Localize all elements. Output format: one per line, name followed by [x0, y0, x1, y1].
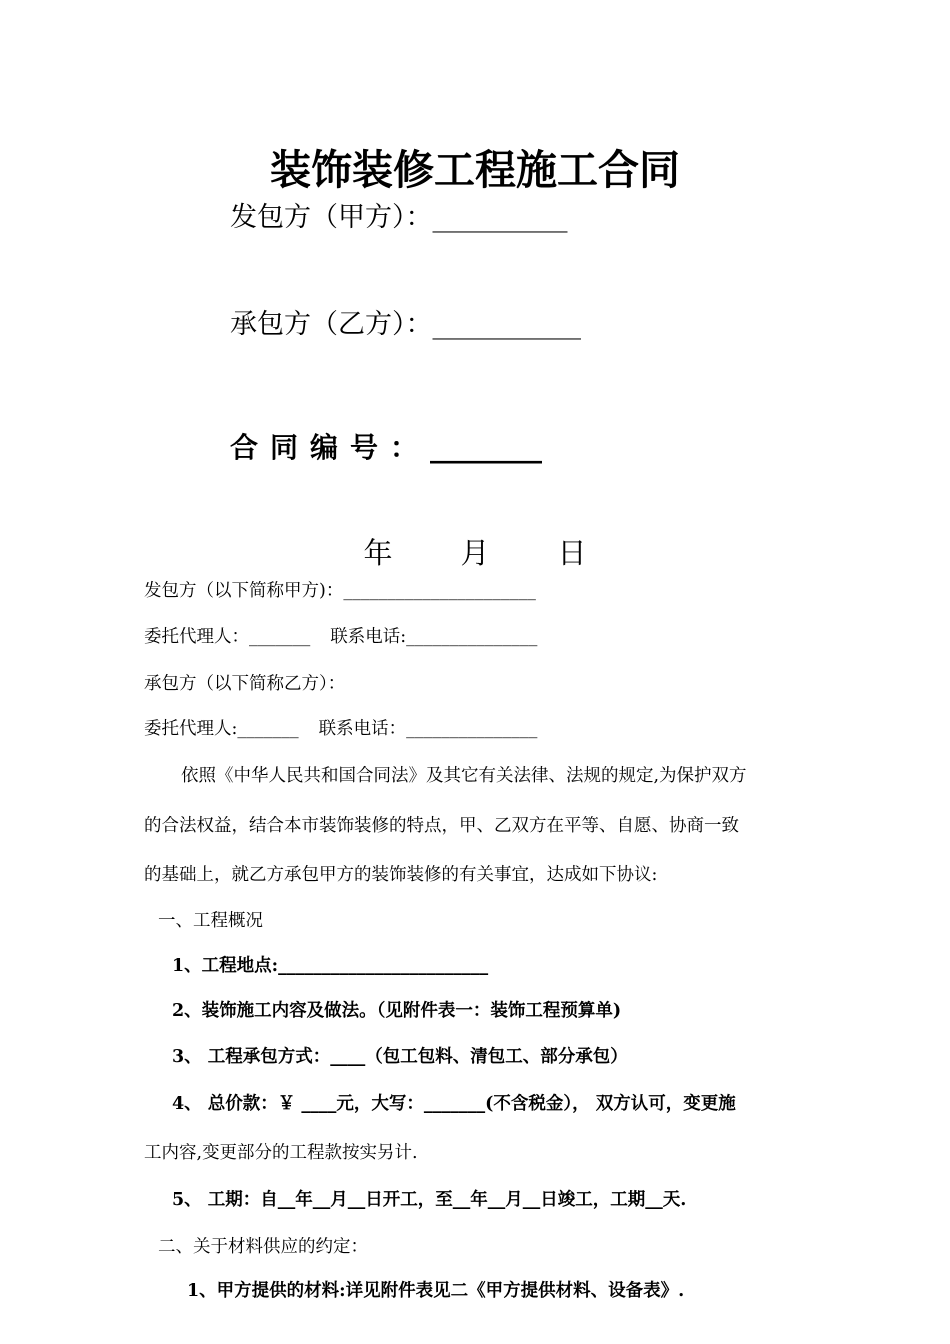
- section-1-item-1: 1、工程地点:________________________: [172, 956, 489, 976]
- agent-b: 委托代理人:_______: [144, 719, 299, 739]
- party-a-line: 发包方（以下简称甲方)：______________________: [144, 581, 536, 601]
- intro-line-2: 的合法权益，结合本市装饰装修的特点，甲、乙双方在平等、自愿、协商一致: [144, 816, 739, 836]
- contract-number-blank: ________: [430, 431, 543, 464]
- intro-line-1: 依照《中华人民共和国合同法》及其它有关法律、法规的规定,为保护双方: [181, 766, 747, 786]
- date-month: 月: [460, 536, 490, 570]
- section-1-heading: 一、工程概况: [158, 911, 263, 931]
- section-1-item-4: 4、 总价款：￥ ____元，大写：_______(不含税金）， 双方认可，变更施: [172, 1094, 736, 1114]
- agent-b-line: [144, 716, 537, 742]
- intro-line-3: 的基础上，就乙方承包甲方的装饰装修的有关事宜，达成如下协议:: [144, 865, 658, 885]
- phone-b: 联系电话：_______________: [318, 719, 538, 739]
- section-1-item-5: 5、 工期：自__年__月__日开工，至__年__月__日竣工，工期__天.: [172, 1190, 687, 1210]
- agent-a-line: [144, 624, 537, 650]
- section-1-item-3: 3、 工程承包方式：____（包工包料、清包工、部分承包）: [172, 1047, 628, 1067]
- phone-a: 联系电话:_______________: [330, 627, 538, 647]
- party-b-line: 承包方（以下简称乙方）：: [144, 674, 346, 694]
- section-1-item-2: 2、装饰施工内容及做法。（见附件表一：装饰工程预算单): [172, 1001, 622, 1021]
- cover-contract-number: [230, 428, 542, 468]
- section-2-item-1: 1、甲方提供的材料:详见附件表见二《甲方提供材料、设备表》.: [187, 1281, 685, 1301]
- date-year: 年: [363, 536, 393, 570]
- cover-party-b: 承包方（乙方）：___________: [230, 309, 581, 340]
- document-title: 装饰装修工程施工合同: [270, 146, 680, 194]
- section-2-heading: 二、关于材料供应的约定：: [158, 1237, 368, 1257]
- contract-number-label: 合同编号：: [230, 431, 431, 464]
- cover-date: [0, 533, 950, 573]
- section-1-item-4-continued: 工内容,变更部分的工程款按实另计.: [144, 1143, 418, 1163]
- cover-party-a: 发包方（甲方）：__________: [230, 202, 568, 233]
- agent-a: 委托代理人：_______: [144, 627, 311, 647]
- date-day: 日: [557, 536, 587, 570]
